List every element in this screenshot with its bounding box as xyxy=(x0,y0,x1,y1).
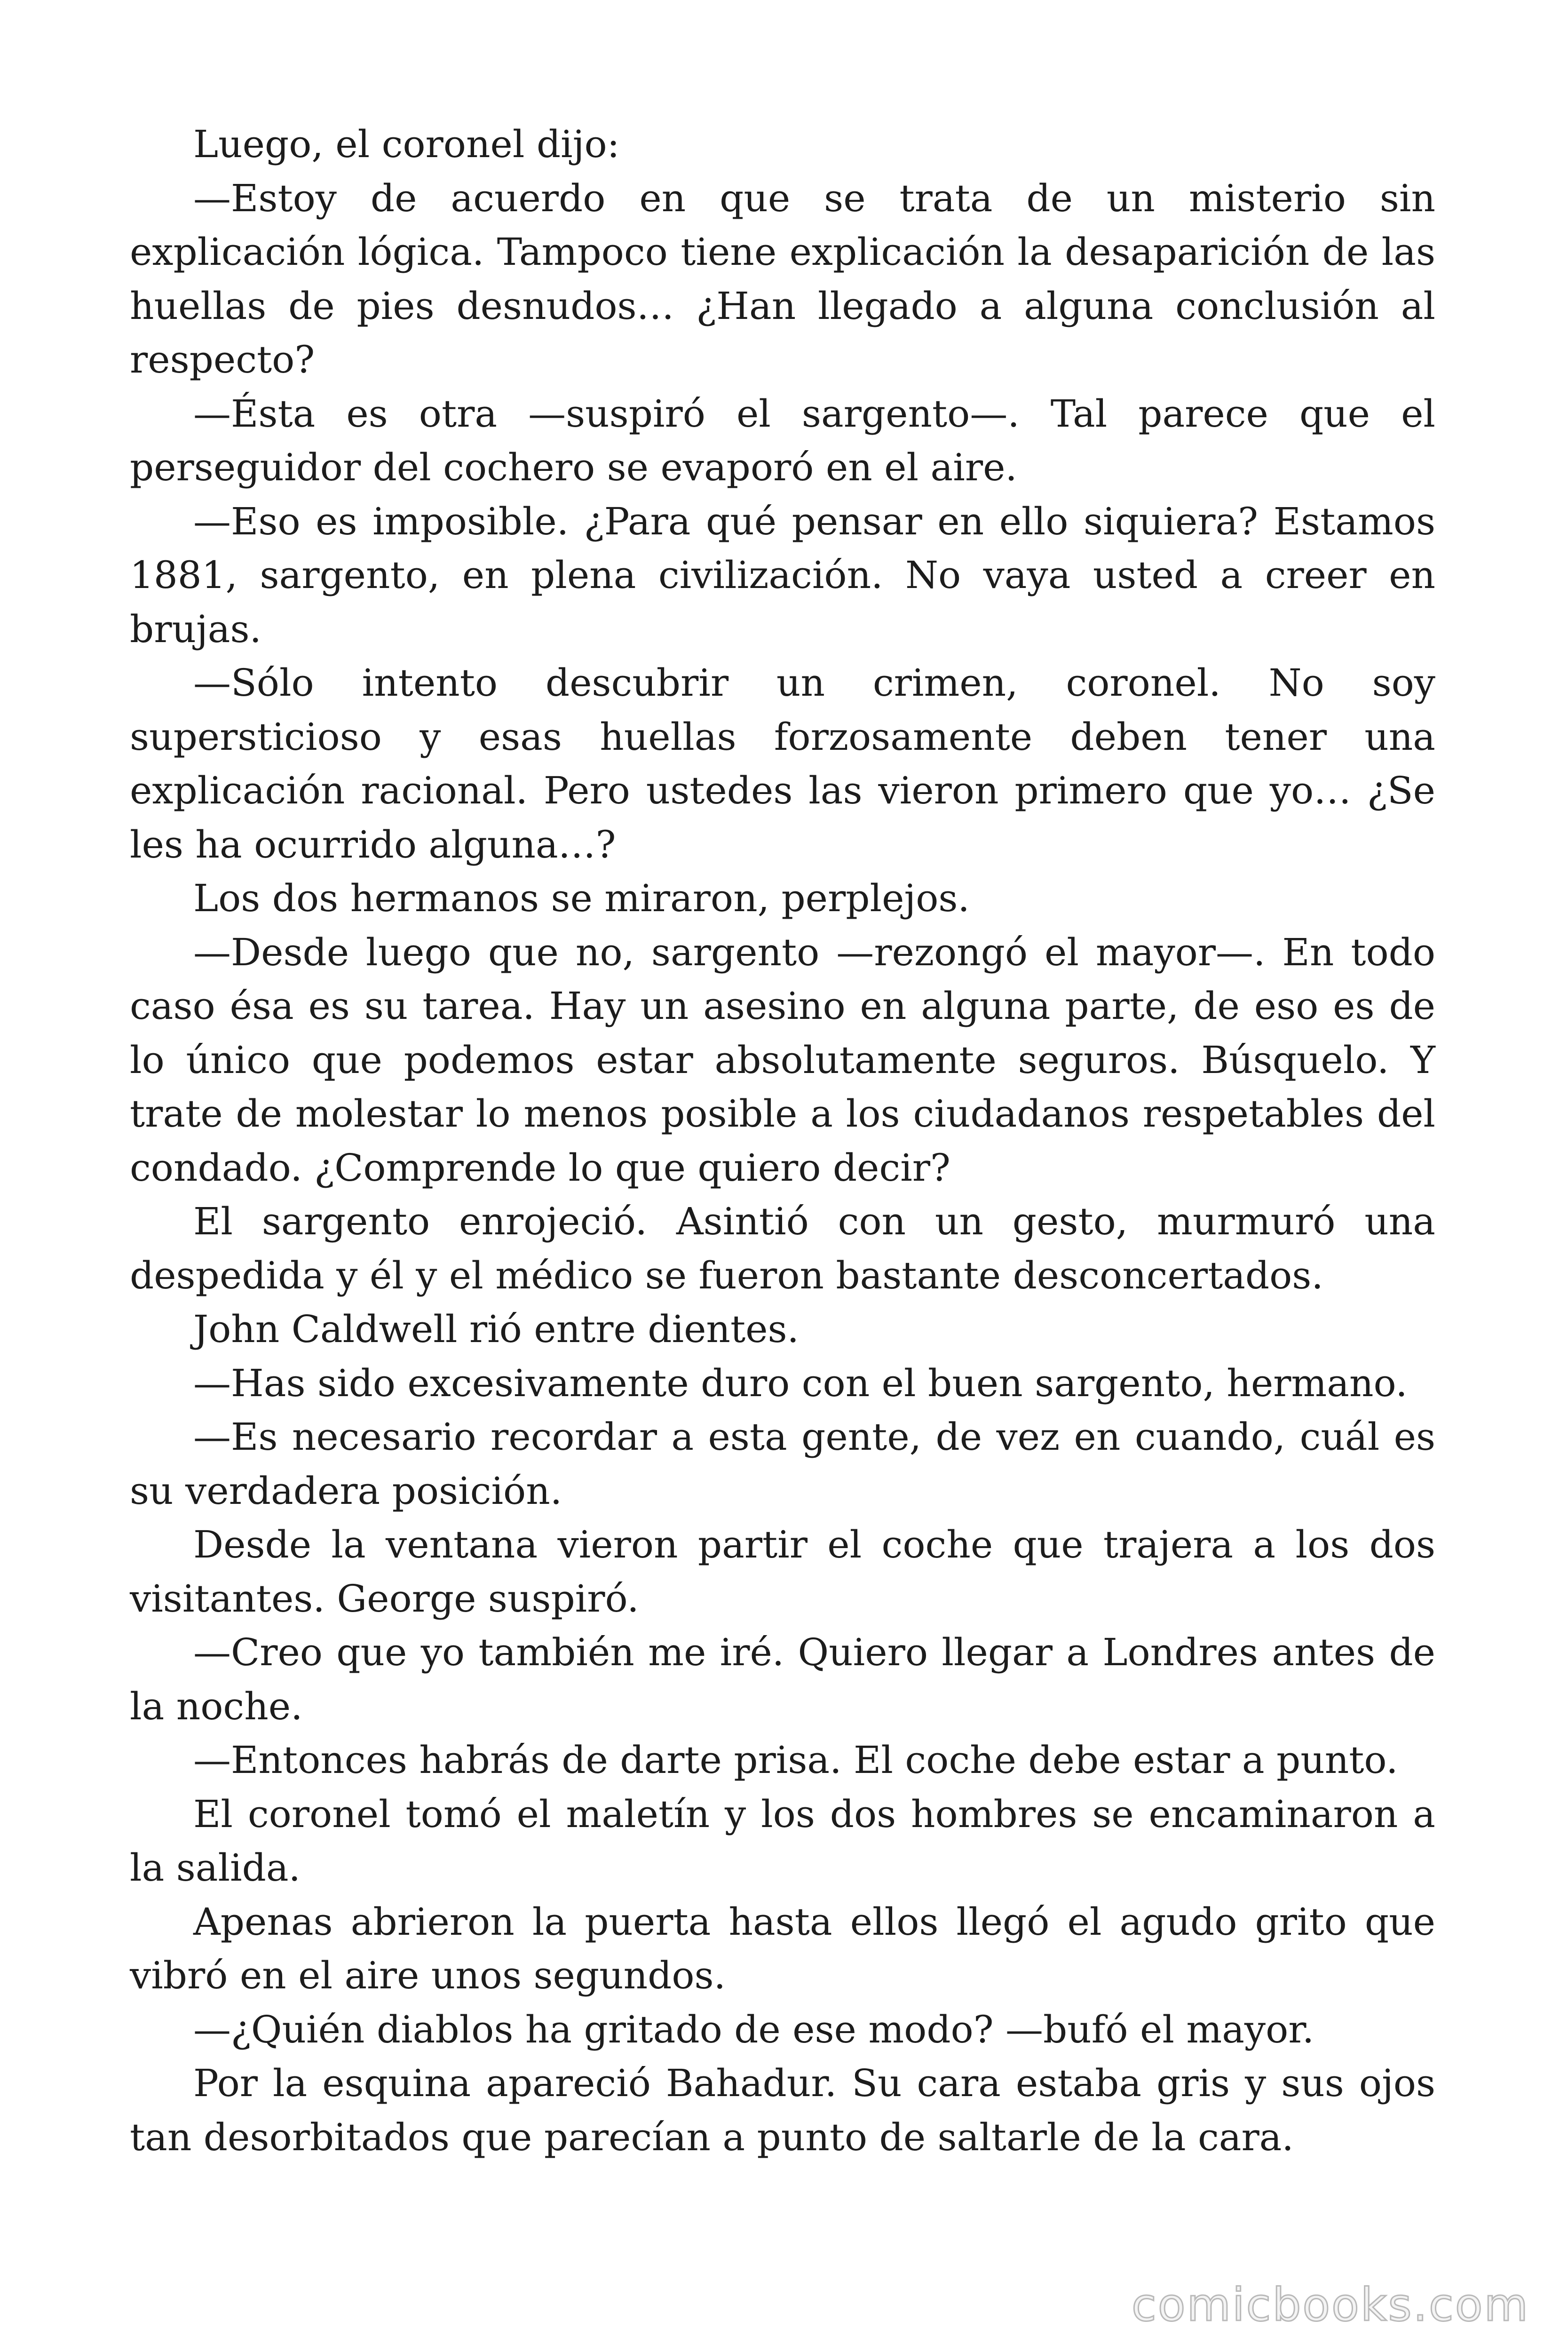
body-text xyxy=(130,118,1435,2164)
paragraph: Los dos hermanos se miraron, perplejos. xyxy=(193,876,970,920)
paragraph: Apenas abrieron la puerta hasta ellos llegó el agudo grito que vibró en el aire unos segundos. xyxy=(130,1899,1435,1997)
paragraph: El coronel tomó el maletín y los dos hombres se encaminaron a la salida. xyxy=(130,1792,1435,1890)
paragraph: —Ésta es otra —suspiró el sargento—. Tal parece que el perseguidor del cochero se evaporó en el aire. xyxy=(130,391,1435,489)
paragraph: —Estoy de acuerdo en que se trata de un misterio sin explicación lógica. Tampoco tiene explicación la desaparición de las huellas de pies desnudos… ¿Han llegado a alguna conclusión al respecto? xyxy=(130,176,1435,381)
paragraph: El sargento enrojeció. Asintió con un gesto, murmuró una despedida y él y el médico se fueron bastante desconcertados. xyxy=(130,1200,1435,1297)
paragraph: —¿Quién diablos ha gritado de ese modo? —bufó el mayor. xyxy=(193,2007,1315,2051)
paragraph: —Es necesario recordar a esta gente, de vez en cuando, cuál es su verdadera posición. xyxy=(130,1415,1435,1513)
paragraph: Por la esquina apareció Bahadur. Su cara estaba gris y sus ojos tan desorbitados que parecían a punto de saltarle de la cara. xyxy=(130,2061,1435,2159)
watermark: comicbooks.com xyxy=(1131,2279,1529,2331)
paragraph: John Caldwell rió entre dientes. xyxy=(193,1307,799,1351)
paragraph: —Has sido excesivamente duro con el buen sargento, hermano. xyxy=(193,1361,1408,1405)
paragraph: —Desde luego que no, sargento —rezongó el mayor—. En todo caso ésa es su tarea. Hay un asesino en alguna parte, de eso es de lo único que podemos estar absolutamente seguros. Búsquelo. Y trate de molestar lo menos posible a los ciudadanos respetables del condado. ¿Comprende lo que quiero decir? xyxy=(130,930,1435,1190)
paragraph: —Entonces habrás de darte prisa. El coche debe estar a punto. xyxy=(193,1738,1398,1782)
paragraph: Luego, el coronel dijo: xyxy=(193,122,620,166)
paragraph: —Sólo intento descubrir un crimen, coronel. No soy supersticioso y esas huellas forzosamente deben tener una explicación racional. Pero ustedes las vieron primero que yo… ¿Se les ha ocurrido alguna…? xyxy=(130,661,1435,866)
paragraph: Desde la ventana vieron partir el coche que trajera a los dos visitantes. George suspiró. xyxy=(130,1523,1435,1621)
paragraph: —Eso es imposible. ¿Para qué pensar en ello siquiera? Estamos 1881, sargento, en plena civilización. No vaya usted a creer en brujas. xyxy=(130,499,1435,651)
paragraph: —Creo que yo también me iré. Quiero llegar a Londres antes de la noche. xyxy=(130,1630,1435,1728)
